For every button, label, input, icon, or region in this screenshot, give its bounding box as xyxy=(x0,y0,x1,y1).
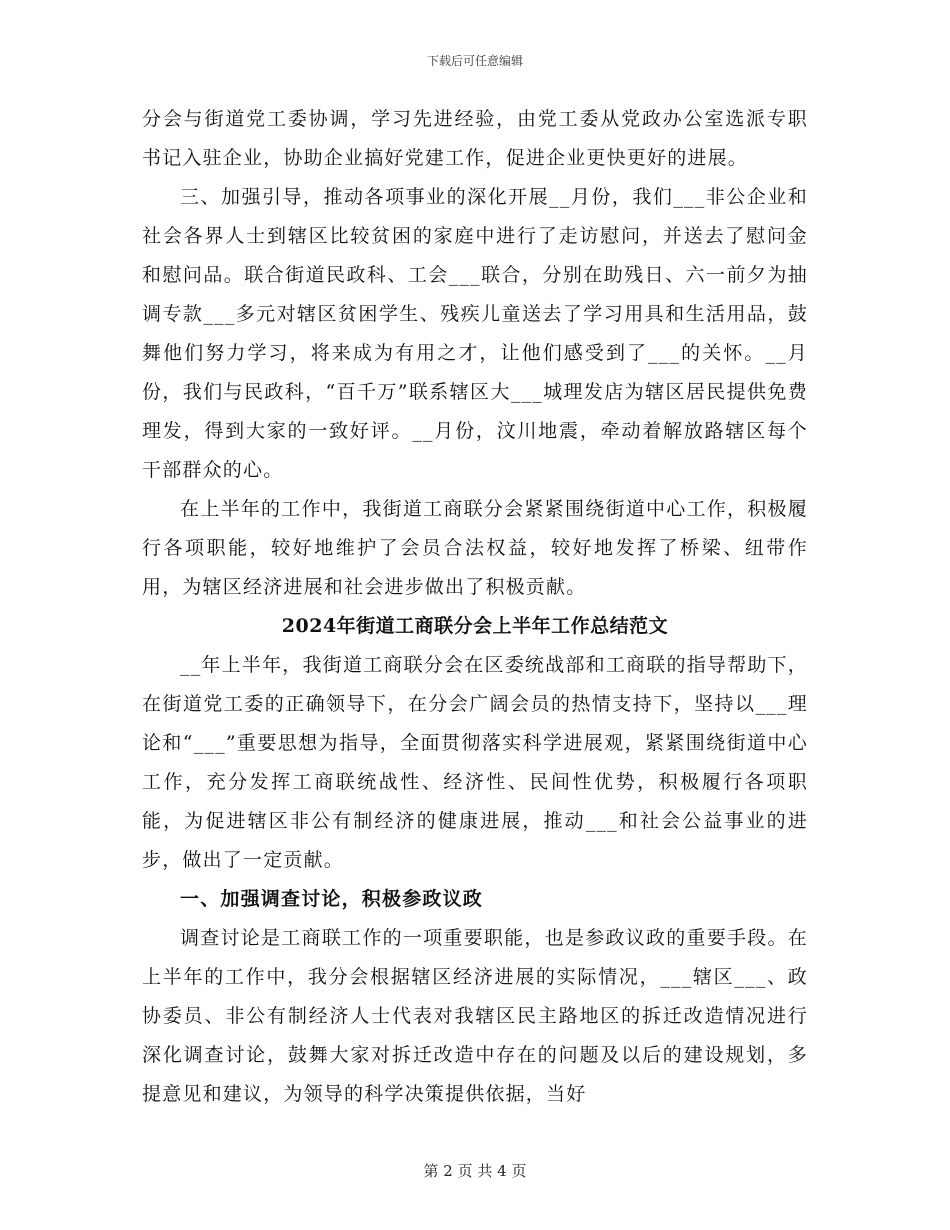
document-title: 2024年街道工商联分会上半年工作总结范文 xyxy=(281,615,669,637)
header-note: 下载后可任意编辑 xyxy=(426,54,523,68)
paragraph-2: 三、加强引导，推动各项事业的深化开展__月份，我们___非公企业和社会各界人士到辖区比较贫困的家庭中进行了走访慰问，并送去了慰问金和慰问品。联合街道民政科、工会___联合，分别在助残日、六一前夕为抽调专款___多元对辖区贫困学生、残疾儿童送去了学习用具和生活用品，鼓舞他们努力学习，将来成为有用之才，让他们感受到了___的关怀。__月份，我们与民政科，“百千万”联系辖区大___城理发店为辖区居民提供免费理发，得到大家的一致好评。__月份，汶川地震，牵动着解放路辖区每个干部群众的心。 xyxy=(142,186,808,481)
section-heading-1: 一、加强调查讨论，积极参政议政 xyxy=(180,888,484,910)
paragraph-3: 在上半年的工作中，我街道工商联分会紧紧围绕街道中心工作，积极履行各项职能，较好地维护了会员合法权益，较好地发挥了桥梁、纽带作用，为辖区经济进展和社会进步做出了积极贡献。 xyxy=(142,498,808,598)
paragraph-4: __年上半年，我街道工商联分会在区委统战部和工商联的指导帮助下，在街道党工委的正确领导下，在分会广阔会员的热情支持下，坚持以___理论和“___”重要思想为指导，全面贯彻落实科学进展观，紧紧围绕街道中心工作，充分发挥工商联统战性、经济性、民间性优势，积极履行各项职能，为促进辖区非公有制经济的健康进展，推动___和社会公益事业的进步，做出了一定贡献。 xyxy=(142,654,808,871)
page-number: 第 2 页 共 4 页 xyxy=(423,1162,527,1180)
document-body xyxy=(142,100,808,1114)
paragraph-1: 分会与街道党工委协调，学习先进经验，由党工委从党政办公室选派专职书记入驻企业，协助企业搞好党建工作，促进企业更快更好的进展。 xyxy=(142,108,808,169)
paragraph-5: 调查讨论是工商联工作的一项重要职能，也是参政议政的重要手段。在上半年的工作中，我分会根据辖区经济进展的实际情况，___辖区___、政协委员、非公有制经济人士代表对我辖区民主路地区的拆迁改造情况进行深化调查讨论，鼓舞大家对拆迁改造中存在的问题及以后的建设规划，多提意见和建议，为领导的科学决策提供依据，当好 xyxy=(142,927,808,1105)
